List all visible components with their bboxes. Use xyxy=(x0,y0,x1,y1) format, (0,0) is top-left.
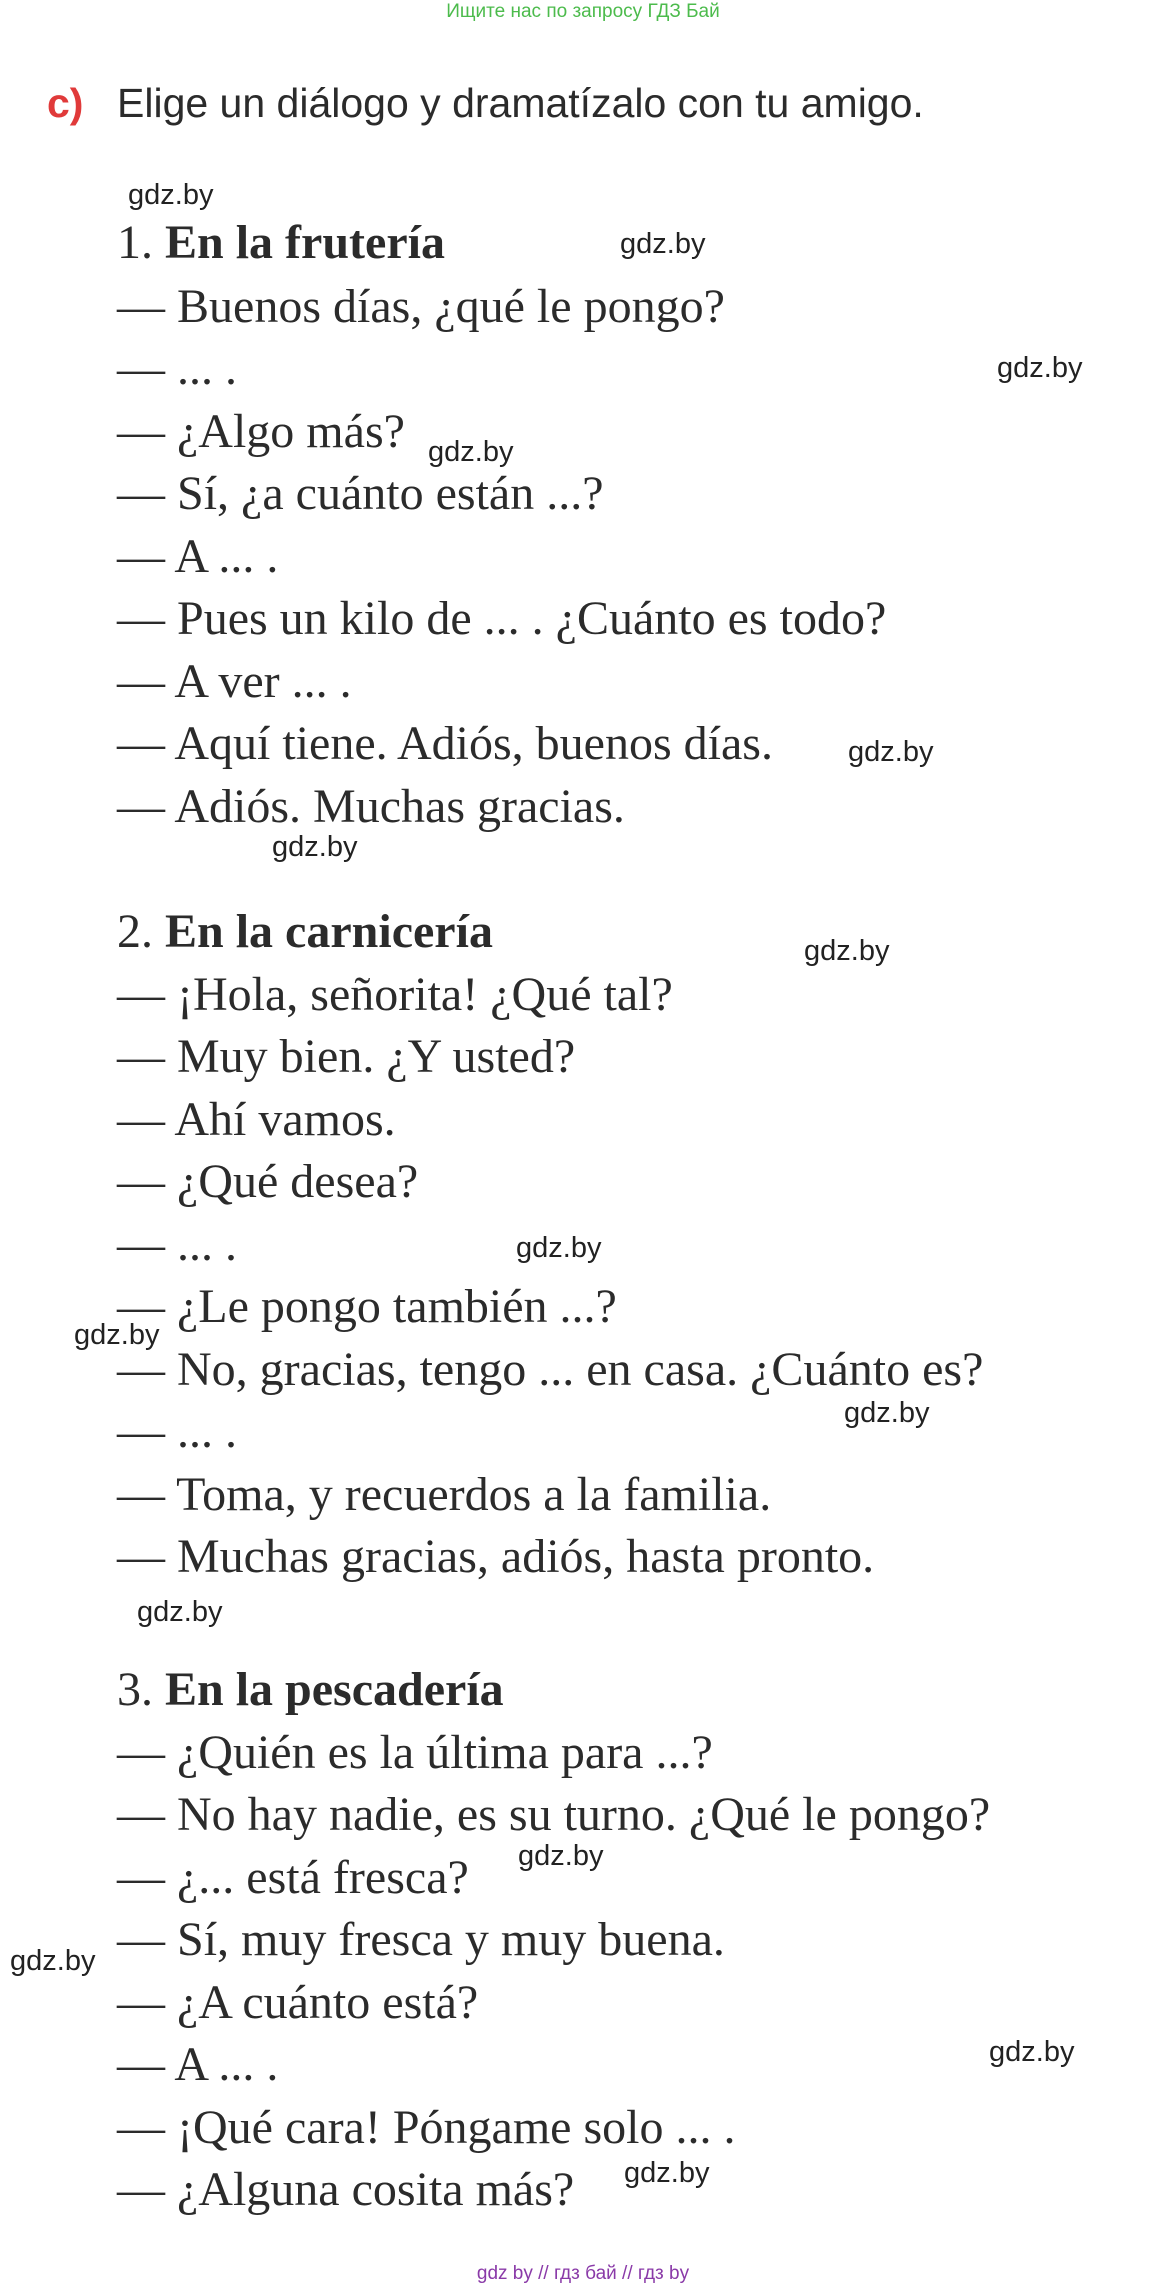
dialogue-line: — Buenos días, ¿qué le pongo? xyxy=(117,280,725,333)
watermark: gdz.by xyxy=(137,1596,223,1628)
dialogue-line: — Sí, muy fresca y muy buena. xyxy=(117,1913,725,1966)
dialogue-line: — Toma, y recuerdos a la familia. xyxy=(117,1468,772,1521)
dialogue-line: — Sí, ¿a cuánto están ...? xyxy=(117,467,604,520)
dialogue-line: — Ahí vamos. xyxy=(117,1093,396,1146)
dialogue-line: — ¡Qué cara! Póngame solo ... . xyxy=(117,2101,736,2154)
dialogue-line: — ... . xyxy=(117,1405,237,1458)
watermark: gdz.by xyxy=(428,436,514,468)
dialogue-number: 2. xyxy=(117,905,153,958)
dialogue-line: — No, gracias, tengo ... en casa. ¿Cuánto es? xyxy=(117,1343,984,1396)
dialogue-line: — ¿... está fresca? xyxy=(117,1851,469,1904)
task-instruction: Elige un diálogo y dramatízalo con tu amigo. xyxy=(117,80,924,126)
dialogue-line: — ¿Quién es la última para ...? xyxy=(117,1726,713,1779)
watermark: gdz.by xyxy=(844,1397,930,1429)
dialogue-line: — ¿Algo más? xyxy=(117,405,405,458)
dialogue-line: — Adiós. Muchas gracias. xyxy=(117,780,625,833)
dialogue-line: — ¿Qué desea? xyxy=(117,1155,419,1208)
watermark: gdz.by xyxy=(620,228,706,260)
watermark: gdz.by xyxy=(804,935,890,967)
dialogue-3-title xyxy=(117,1661,504,1719)
task-letter: c) xyxy=(47,80,84,126)
dialogue-line: — ¿Alguna cosita más? xyxy=(117,2163,575,2216)
dialogue-line: — A ver ... . xyxy=(117,655,352,708)
watermark: gdz.by xyxy=(518,1840,604,1872)
dialogue-line: — ¡Hola, señorita! ¿Qué tal? xyxy=(117,968,673,1021)
dialogue-line: — Aquí tiene. Adiós, buenos días. xyxy=(117,717,773,770)
dialogue-number: 3. xyxy=(117,1663,153,1716)
dialogue-2-title xyxy=(117,903,493,961)
dialogue-line: — A ... . xyxy=(117,2038,279,2091)
bottom-banner: gdz by // гдз бай // гдз by xyxy=(476,2263,690,2284)
dialogue-title: En la carnicería xyxy=(165,905,493,958)
dialogue-line: — Muy bien. ¿Y usted? xyxy=(117,1030,576,1083)
top-banner: Ищите нас по запросу ГДЗ Бай xyxy=(446,1,720,22)
watermark: gdz.by xyxy=(989,2036,1075,2068)
watermark: gdz.by xyxy=(10,1945,96,1977)
dialogue-line: — ... . xyxy=(117,1218,237,1271)
dialogue-title: En la frutería xyxy=(165,216,445,269)
watermark: gdz.by xyxy=(848,736,934,768)
dialogue-line: — ¿A cuánto está? xyxy=(117,1976,479,2029)
dialogue-line: — ... . xyxy=(117,342,237,395)
watermark: gdz.by xyxy=(74,1319,160,1351)
watermark: gdz.by xyxy=(516,1232,602,1264)
dialogue-1-title xyxy=(117,214,445,272)
dialogue-line: — A ... . xyxy=(117,530,279,583)
watermark: gdz.by xyxy=(997,352,1083,384)
watermark: gdz.by xyxy=(272,831,358,863)
dialogue-title: En la pescadería xyxy=(165,1663,504,1716)
watermark: gdz.by xyxy=(128,179,214,211)
dialogue-line: — Muchas gracias, adiós, hasta pronto. xyxy=(117,1530,875,1583)
dialogue-line: — ¿Le pongo también ...? xyxy=(117,1280,617,1333)
dialogue-number: 1. xyxy=(117,216,153,269)
watermark: gdz.by xyxy=(624,2157,710,2189)
dialogue-line: — No hay nadie, es su turno. ¿Qué le pongo? xyxy=(117,1788,991,1841)
dialogue-line: — Pues un kilo de ... . ¿Cuánto es todo? xyxy=(117,592,887,645)
